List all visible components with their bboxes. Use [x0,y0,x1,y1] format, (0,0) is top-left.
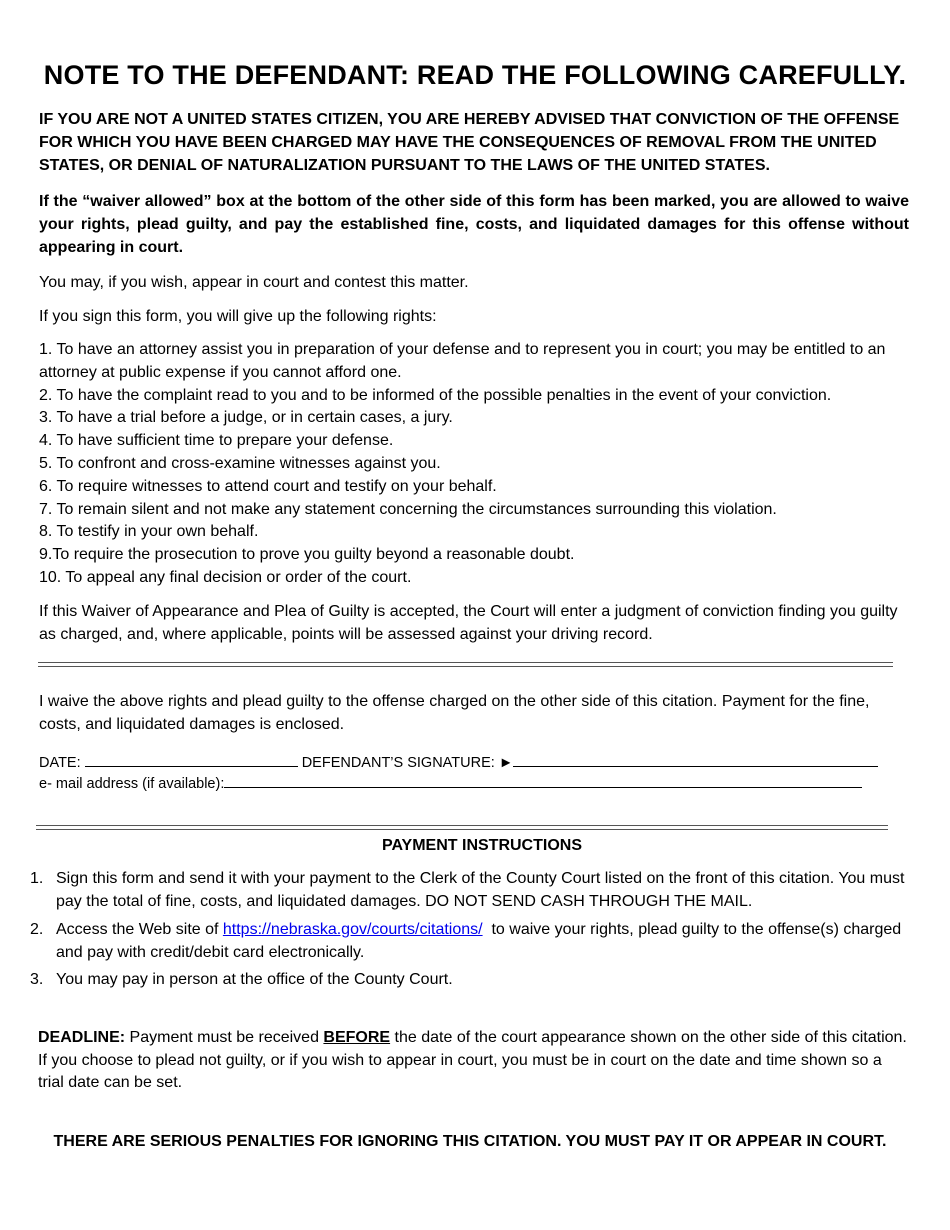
payment-instructions-heading: PAYMENT INSTRUCTIONS [381,837,582,854]
right-item: 10. To appeal any final decision or order of the court. [39,568,412,586]
right-item: 2. To have the complaint read to you and to be informed of the possible penalties in the event of your conviction. [39,386,832,404]
date-label: DATE: [39,755,81,771]
citations-website-link[interactable]: https://nebraska.gov/courts/citations/ [222,921,483,938]
right-item: 3. To have a trial before a judge, or in certain cases, a jury. [39,409,453,427]
waiver-statement: I waive the above rights and plead guilty to the offense charged on the other side of this citation. Payment for the fine, costs, and liquidated damages is enclosed. [39,693,870,733]
final-warning: THERE ARE SERIOUS PENALTIES FOR IGNORING THIS CITATION. YOU MUST PAY IT OR APPEAR IN COURT. [53,1133,887,1150]
deadline-text-before: Payment must be received [125,1029,324,1046]
section-divider [38,662,893,667]
signature-label: DEFENDANT’S SIGNATURE: [301,755,495,771]
deadline-text-after: the date of the court appearance shown on the other side of this citation. If you choose to plead not guilty, or if you wish to appear in court, you must be in court on the date and time shown so a trial date can be set. [38,1029,912,1091]
payment-item-text: Sign this form and send it with your payment to the Clerk of the County Court listed on the front of this citation. You must pay the total of fine, costs, and liquidated damages. DO NOT SEND CASH THROUGH THE MAIL. [56,870,905,910]
payment-item-number: 3. [30,971,44,988]
right-item: 6. To require witnesses to attend court and testify on your behalf. [39,477,497,495]
deadline-notice [38,1027,912,1095]
payment-item-text-before: Access the Web site of [56,921,223,938]
right-item: 7. To remain silent and not make any statement concerning the circumstances surrounding this violation. [39,500,777,518]
right-item: 9.To require the prosecution to prove you guilty beyond a reasonable doubt. [39,546,575,564]
rights-intro: If you sign this form, you will give up the following rights: [39,308,437,325]
email-row [39,773,862,792]
right-item: 8. To testify in your own behalf. [39,523,259,541]
page-title: NOTE TO THE DEFENDANT: READ THE FOLLOWING CAREFULLY. [43,60,907,90]
arrow-icon: ► [498,755,514,771]
deadline-label: DEADLINE: [38,1029,126,1046]
date-field[interactable] [85,752,298,767]
right-item: 1. To have an attorney assist you in preparation of your defense and to represent you in court; you may be entitled to an attorney at public expense if you cannot afford one. [39,341,886,381]
email-field[interactable] [224,773,862,788]
deadline-emphasis: BEFORE [323,1029,391,1046]
citizenship-warning: IF YOU ARE NOT A UNITED STATES CITIZEN, YOU ARE HEREBY ADVISED THAT CONVICTION OF THE OFFENSE FOR WHICH YOU HAVE BEEN CHARGED MAY HAVE THE CONSEQUENCES OF REMOVAL FROM THE UNITED STATES, OR DENIAL OF NATURALIZATION PURSUANT TO THE LAWS OF THE UNITED STATES. [39,111,900,174]
section-divider [36,825,888,830]
waiver-allowed-notice: If the “waiver allowed” box at the bottom of the other side of this form has been marked, you are allowed to waive your rights, plead guilty, and pay the established fine, costs, and liquidated damages for this offense without appearing in court. [39,193,909,256]
contest-text: You may, if you wish, appear in court and contest this matter. [39,274,469,291]
email-label: e- mail address (if available): [39,776,225,792]
rights-list [39,339,919,590]
right-item: 5. To confront and cross-examine witnesses against you. [39,454,441,472]
payment-item-number: 2. [30,921,44,938]
right-item: 4. To have sufficient time to prepare your defense. [39,432,394,450]
signature-row [39,752,878,771]
payment-item-number: 1. [30,870,44,887]
judgment-text: If this Waiver of Appearance and Plea of Guilty is accepted, the Court will enter a judgment of conviction finding you guilty as charged, and, where applicable, points will be assessed against your driving record. [39,603,898,643]
payment-item-text: You may pay in person at the office of the County Court. [56,971,453,988]
payment-item-text [56,919,920,964]
payment-item-text-after: to waive your rights, plead guilty to the offense(s) charged and pay with credit/debit card electronically. [56,921,906,961]
signature-field[interactable] [513,752,878,767]
